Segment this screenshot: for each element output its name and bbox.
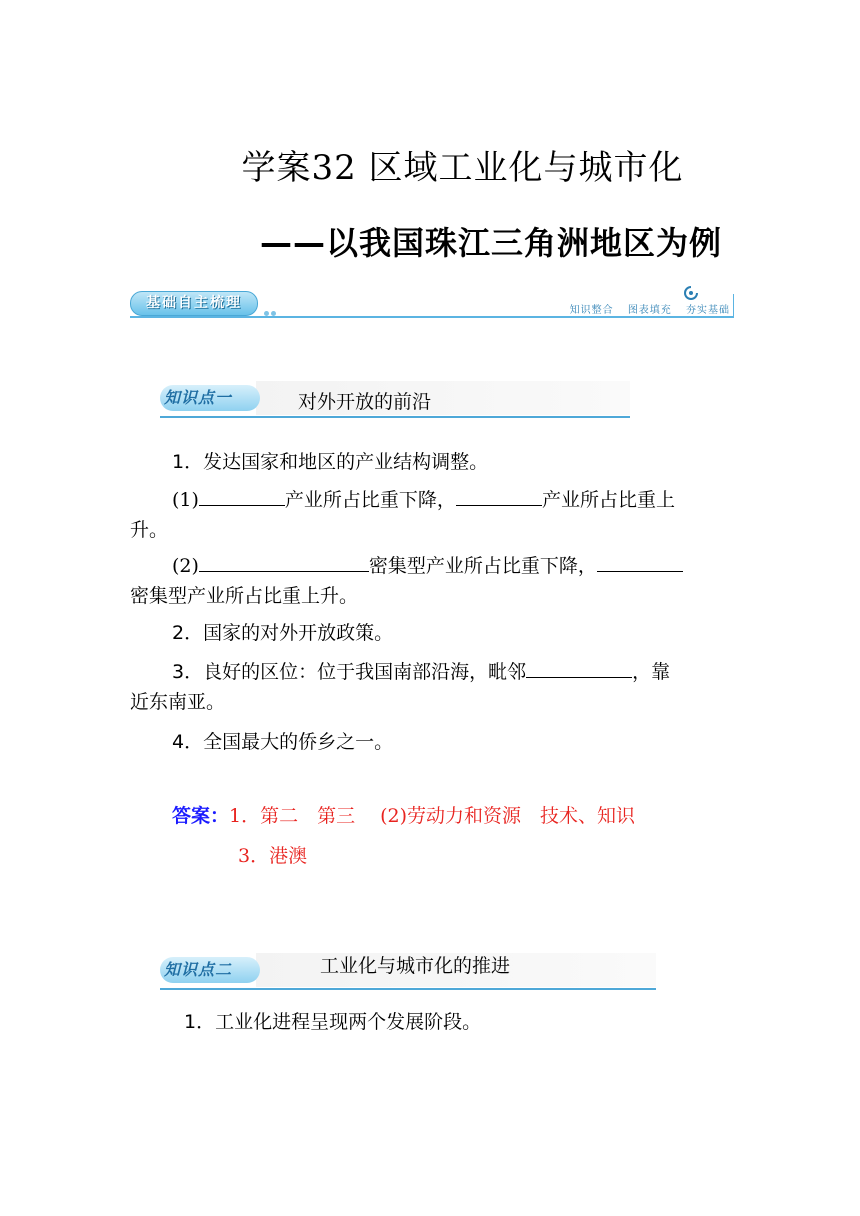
- list-item: 2．国家的对外开放政策。: [172, 622, 394, 644]
- answer-text: 1．第二 第三 (2)劳动力和资源 技术、知识: [229, 805, 636, 827]
- answer-block: [172, 801, 732, 831]
- section-banner: [130, 288, 734, 322]
- list-item: (2) 密集型产业所占比重下降，: [130, 551, 730, 581]
- list-item-continuation: 密集型产业所占比重上升。: [130, 585, 359, 607]
- list-item: 1．工业化进程呈现两个发展阶段。: [184, 1011, 482, 1033]
- list-item: 3．良好的区位：位于我国南部沿海，毗邻 ，靠: [130, 657, 730, 687]
- answer-label: 答案：: [172, 805, 230, 827]
- section-title: 工业化与城市化的推进: [320, 955, 511, 977]
- answer-text: 3．港澳: [238, 845, 308, 867]
- knowledge-point-header: [160, 953, 656, 993]
- banner-dots-icon: [264, 301, 282, 307]
- knowledge-point-header: [160, 381, 630, 421]
- banner-label: 基础自主梳理: [130, 291, 258, 316]
- fill-blank[interactable]: [199, 551, 369, 572]
- list-item: 4．全国最大的侨乡之一。: [172, 731, 394, 753]
- page-title: 学案32 区域工业化与城市化: [241, 148, 684, 188]
- page-subtitle: ——以我国珠江三角洲地区为例: [259, 224, 722, 262]
- list-item: (1) 产业所占比重下降， 产业所占比重上: [130, 485, 730, 515]
- section-title: 对外开放的前沿: [298, 391, 432, 413]
- fill-blank[interactable]: [199, 485, 285, 506]
- header-underline: [160, 988, 656, 990]
- list-item-continuation: 近东南亚。: [130, 691, 226, 713]
- list-item: 1．发达国家和地区的产业结构调整。: [172, 451, 489, 473]
- knowledge-point-badge: 知识点二: [160, 957, 260, 983]
- banner-tags: [560, 301, 730, 316]
- knowledge-point-badge: 知识点一: [160, 385, 260, 411]
- fill-blank[interactable]: [456, 485, 542, 506]
- list-item-continuation: 升。: [130, 519, 169, 541]
- banner-tag: 知识整合: [569, 305, 614, 316]
- swirl-icon: [684, 286, 698, 300]
- banner-tag: 图表填充: [627, 305, 672, 316]
- fill-blank[interactable]: [597, 551, 683, 572]
- fill-blank[interactable]: [526, 657, 632, 678]
- header-underline: [160, 416, 630, 418]
- banner-underline: [130, 316, 734, 318]
- banner-tag: 夯实基础: [686, 305, 730, 316]
